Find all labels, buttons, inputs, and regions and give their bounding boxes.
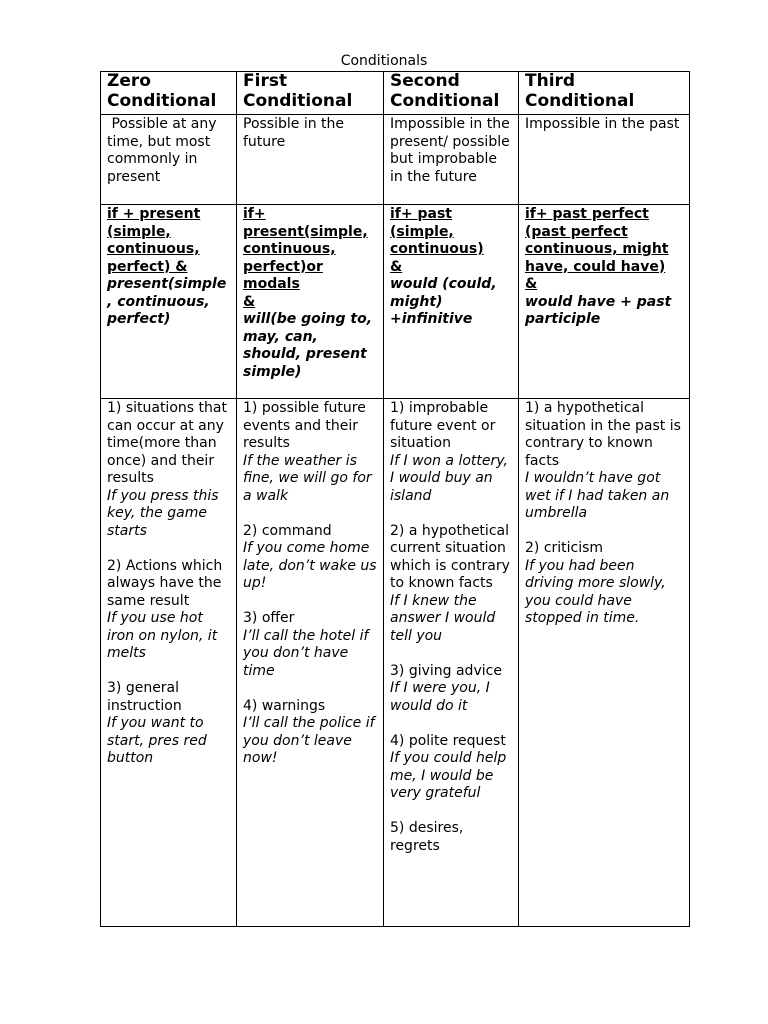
header-third-line2: Conditional bbox=[525, 90, 635, 111]
form-third bbox=[519, 205, 690, 399]
use-text: 4) warnings bbox=[243, 697, 326, 714]
use-text: 1) possible future events and their results bbox=[243, 400, 366, 451]
if-clause: if+ past (simple, continuous) bbox=[390, 206, 484, 257]
if-clause: if+ present(simple, continuous, perfect)or modals bbox=[243, 206, 368, 292]
use-item bbox=[390, 400, 513, 505]
header-zero-line2: Conditional bbox=[107, 90, 217, 111]
header-second bbox=[384, 72, 519, 115]
uses-row bbox=[101, 399, 690, 927]
use-text: 2) a hypothetical current situation which is contrary to known facts bbox=[390, 522, 510, 591]
conditionals-table bbox=[100, 71, 690, 927]
use-text: 3) giving advice bbox=[390, 662, 502, 679]
use-text: 3) offer bbox=[243, 610, 295, 626]
use-text: 2) criticism bbox=[525, 540, 604, 556]
use-item bbox=[243, 698, 378, 768]
ampersand: & bbox=[525, 276, 538, 292]
example-text: If you had been driving more slowly, you could have stopped in time. bbox=[525, 557, 666, 626]
header-first-line1: First bbox=[243, 71, 288, 91]
header-zero-line1: Zero bbox=[107, 71, 151, 91]
use-item bbox=[243, 523, 378, 593]
ampersand: & bbox=[390, 258, 403, 275]
use-item bbox=[243, 610, 378, 680]
uses-third bbox=[519, 399, 690, 927]
header-first-line2: Conditional bbox=[243, 90, 353, 111]
use-item bbox=[107, 400, 231, 540]
possibility-row bbox=[101, 115, 690, 205]
header-first bbox=[237, 72, 384, 115]
example-text: I’ll call the hotel if you don’t have time bbox=[243, 627, 369, 679]
form-zero bbox=[101, 205, 237, 399]
header-second-line2: Conditional bbox=[390, 90, 500, 111]
example-text: If I won a lottery, I would buy an island bbox=[390, 452, 508, 504]
main-clause: would (could, might) +infinitive bbox=[390, 276, 497, 327]
if-clause: if+ past perfect (past perfect continuous, might have, could have) bbox=[525, 206, 669, 275]
use-text: 5) desires, regrets bbox=[390, 820, 464, 854]
use-text: 4) polite request bbox=[390, 732, 506, 749]
header-third-line1: Third bbox=[525, 71, 576, 91]
form-row bbox=[101, 205, 690, 399]
header-zero bbox=[101, 72, 237, 115]
use-text: 2) Actions which always have the same result bbox=[107, 557, 223, 609]
uses-zero bbox=[101, 399, 237, 927]
uses-second bbox=[384, 399, 519, 927]
use-text: 1) improbable future event or situation bbox=[390, 400, 496, 451]
use-item bbox=[243, 400, 378, 505]
uses-first bbox=[237, 399, 384, 927]
main-clause: will(be going to, may, can, should, present simple) bbox=[243, 311, 373, 380]
use-item bbox=[390, 523, 513, 646]
header-row bbox=[101, 72, 690, 115]
use-item bbox=[107, 558, 231, 663]
form-first bbox=[237, 205, 384, 399]
main-clause: present(simple, continuous, perfect) bbox=[107, 276, 227, 327]
header-third bbox=[519, 72, 690, 115]
use-item bbox=[390, 733, 513, 803]
example-text: If you use hot iron on nylon, it melts bbox=[107, 610, 218, 661]
possibility-second: Impossible in the present/ possible but improbable in the future bbox=[384, 115, 519, 205]
example-text: If you come home late, don’t wake us up! bbox=[243, 540, 377, 591]
example-text: If I were you, I would do it bbox=[390, 680, 490, 714]
use-text: 3) general instruction bbox=[107, 680, 182, 714]
use-item bbox=[390, 820, 513, 855]
example-text: If I knew the answer I would tell you bbox=[390, 592, 496, 644]
possibility-third: Impossible in the past bbox=[519, 115, 690, 205]
document-title: Conditionals bbox=[340, 53, 428, 69]
use-item bbox=[390, 663, 513, 716]
use-text: 1) situations that can occur at any time(more than once) and their results bbox=[107, 400, 227, 486]
use-text: 2) command bbox=[243, 522, 332, 539]
use-text: 1) a hypothetical situation in the past is contrary to known facts bbox=[525, 400, 681, 469]
example-text: If you could help me, I would be very grateful bbox=[390, 750, 507, 801]
example-text: If you want to start, pres red button bbox=[107, 715, 207, 766]
main-clause: would have + past participle bbox=[525, 293, 672, 327]
if-clause: if + present (simple, continuous, perfect) & bbox=[107, 206, 201, 275]
use-item bbox=[107, 680, 231, 768]
use-item bbox=[525, 400, 684, 523]
example-text: If you press this key, the game starts bbox=[107, 487, 219, 539]
use-item bbox=[525, 540, 684, 628]
form-second bbox=[384, 205, 519, 399]
example-text: If the weather is fine, we will go for a walk bbox=[243, 452, 372, 504]
possibility-first: Possible in the future bbox=[237, 115, 384, 205]
header-second-line1: Second bbox=[390, 71, 460, 91]
ampersand: & bbox=[243, 293, 256, 310]
example-text: I wouldn’t have got wet if I had taken an umbrella bbox=[525, 470, 670, 521]
example-text: I’ll call the police if you don’t leave now! bbox=[243, 715, 375, 766]
possibility-zero: Possible at any time, but most commonly in present bbox=[101, 115, 237, 205]
